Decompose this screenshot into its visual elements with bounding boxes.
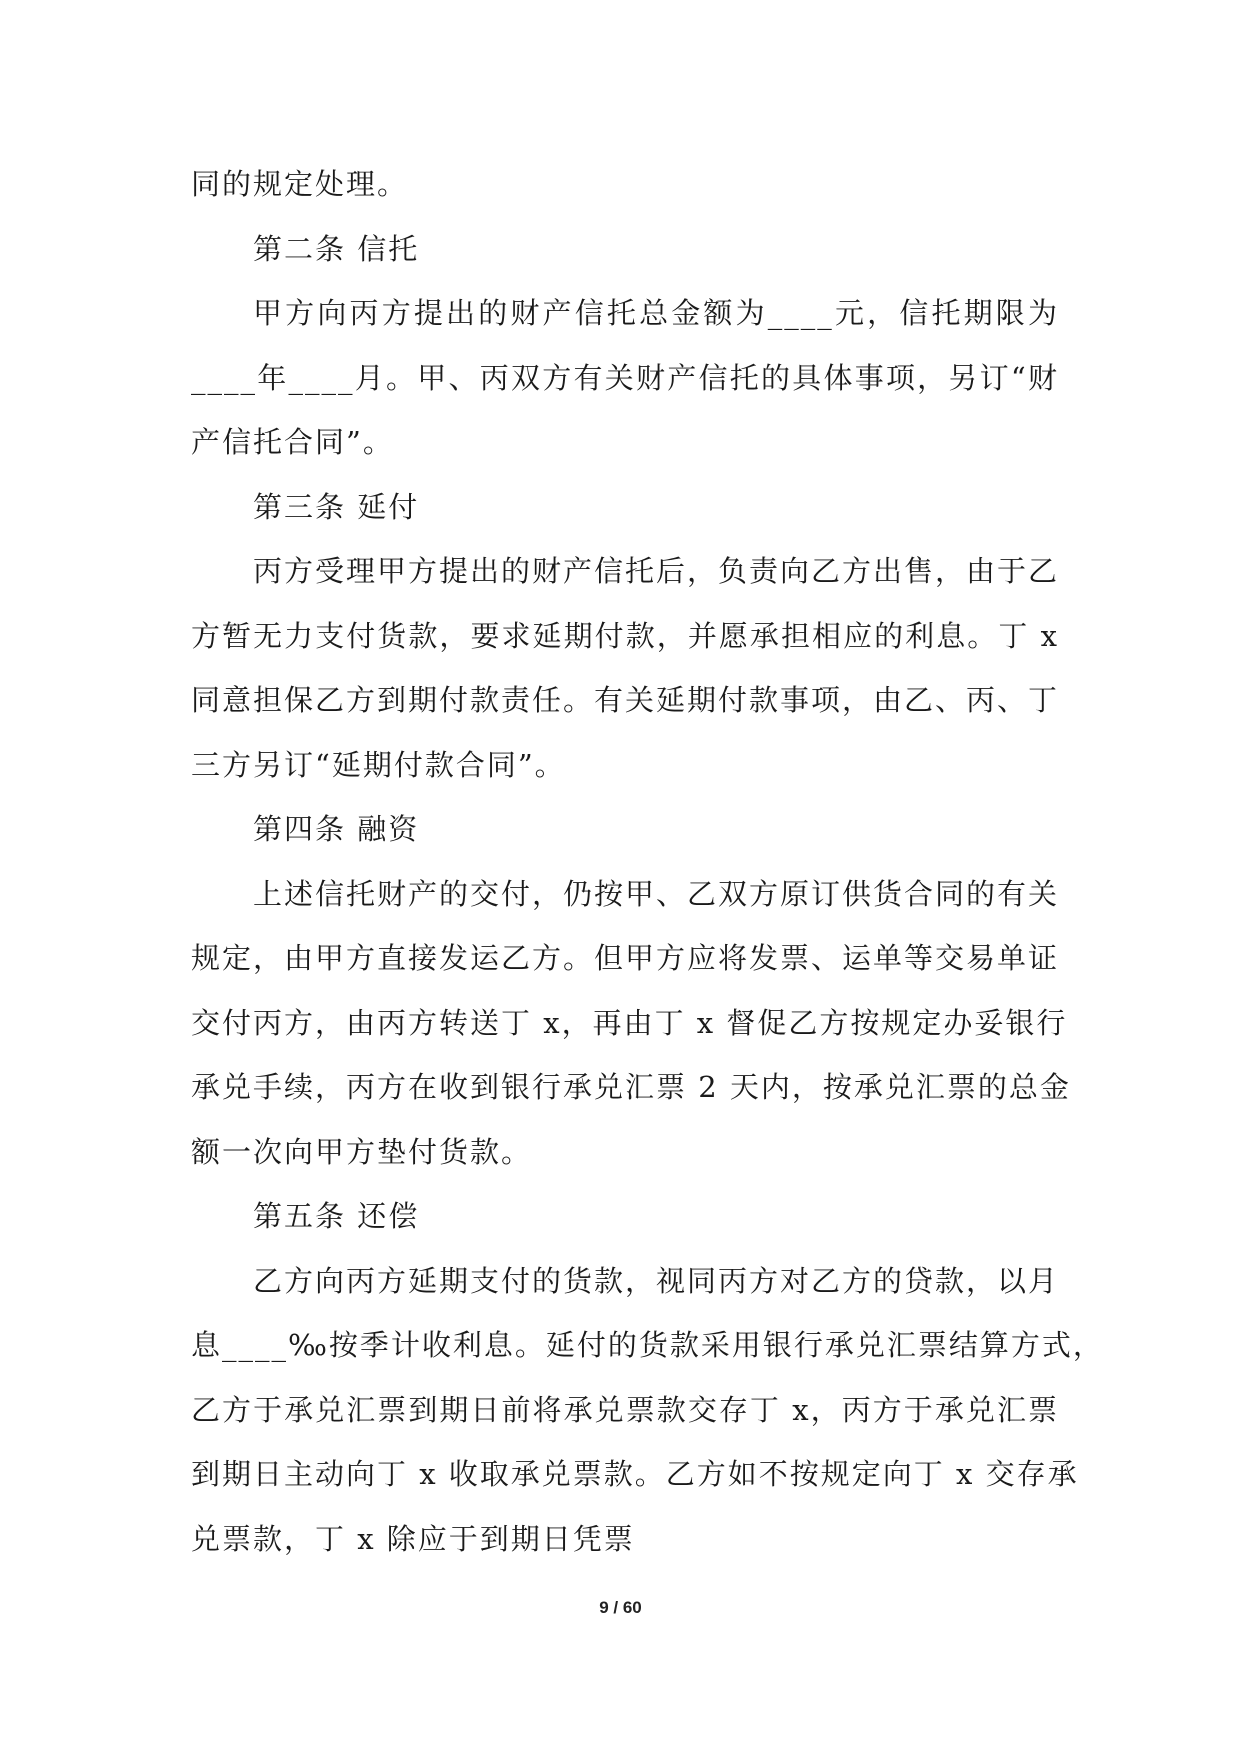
text-line: 到期日主动向丁 x 收取承兑票款。乙方如不按规定向丁 x 交存承 <box>191 1457 1079 1491</box>
text-line: 兑票款，丁 x 除应于到期日凭票 <box>191 1521 635 1556</box>
text-line: 息____‰按季计收利息。延付的货款采用银行承兑汇票结算方式， <box>191 1328 1104 1362</box>
text-line: 同意担保乙方到期付款责任。有关延期付款事项，由乙、丙、丁 <box>191 683 1060 717</box>
text-line: 乙方向丙方延期支付的货款，视同丙方对乙方的贷款，以月 <box>253 1263 1060 1298</box>
article-heading: 第二条 信托 <box>253 231 420 266</box>
text-line: 方暂无力支付货款，要求延期付款，并愿承担相应的利息。丁 x <box>191 618 1059 653</box>
text-line: 甲方向丙方提出的财产信托总金额为____元，信托期限为 <box>253 296 1059 330</box>
article-heading: 第五条 还偿 <box>253 1199 420 1233</box>
text-line: 乙方于承兑汇票到期日前将承兑票款交存丁 x，丙方于承兑汇票 <box>191 1392 1059 1427</box>
document-body <box>191 152 1104 1571</box>
article-heading: 第四条 融资 <box>253 812 420 846</box>
text-line: 同的规定处理。 <box>191 167 409 201</box>
text-line: 规定，由甲方直接发运乙方。但甲方应将发票、运单等交易单证 <box>191 941 1060 975</box>
text-line: 产信托合同”。 <box>191 425 394 459</box>
text-line: 承兑手续，丙方在收到银行承兑汇票 2 天内，按承兑汇票的总金 <box>191 1070 1071 1104</box>
page-number: 9 / 60 <box>599 1598 642 1617</box>
article-heading: 第三条 延付 <box>253 489 420 524</box>
text-line: 丙方受理甲方提出的财产信托后，负责向乙方出售，由于乙 <box>253 554 1060 588</box>
text-line: 上述信托财产的交付，仍按甲、乙双方原订供货合同的有关 <box>253 876 1060 911</box>
text-line: 交付丙方，由丙方转送丁 x，再由丁 x 督促乙方按规定办妥银行 <box>191 1005 1068 1040</box>
text-line: 额一次向甲方垫付货款。 <box>191 1134 533 1169</box>
text-line: ____年____月。甲、丙双方有关财产信托的具体事项，另订“财 <box>191 360 1059 395</box>
text-line: 三方另订“延期付款合同”。 <box>191 747 566 782</box>
